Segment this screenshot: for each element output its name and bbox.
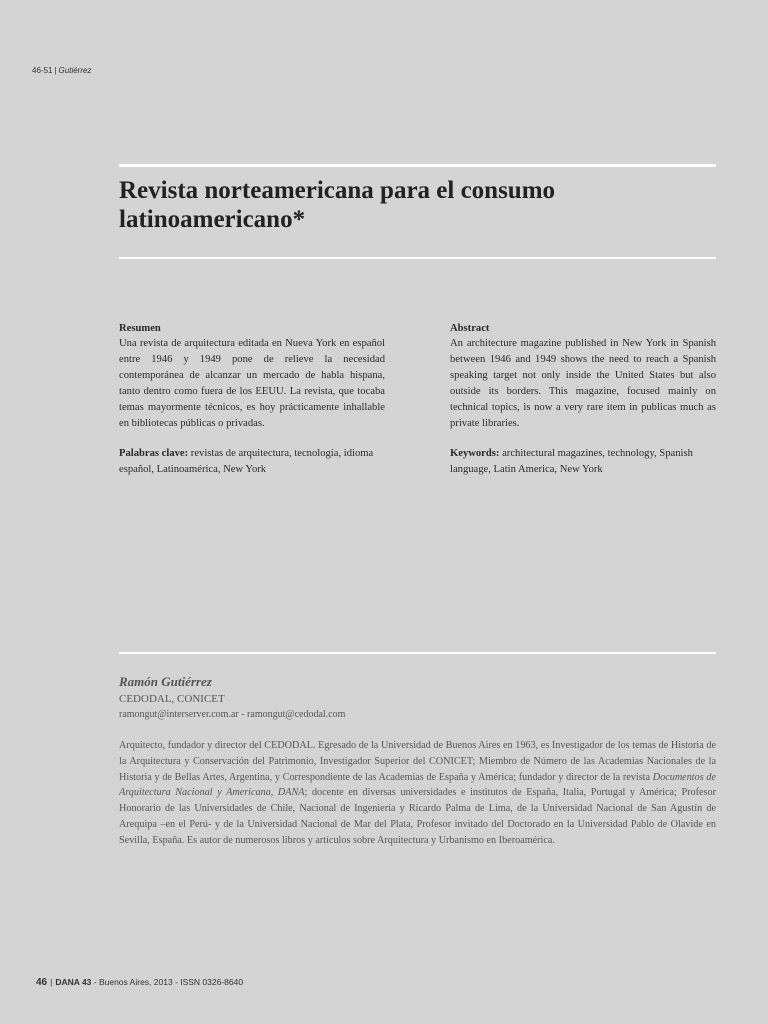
- palabras-clave-text: revistas de arquitectura, tecnología, idioma español, Latinoamérica, New York: [119, 448, 374, 475]
- abstract-column: [450, 322, 716, 478]
- keywords-label: Keywords:: [450, 448, 500, 459]
- author-name: Ramón Gutiérrez: [119, 674, 212, 689]
- journal-details: - Buenos Aires, 2013 - ISSN 0326-8640: [91, 977, 244, 987]
- title-rule-top: [119, 164, 716, 167]
- page-range: 46-51: [32, 66, 53, 75]
- title-rule-bottom: [119, 257, 716, 259]
- author-bio: [119, 738, 716, 849]
- resumen-text: Una revista de arquitectura editada en Nueva York en español entre 1946 y 1949 pone de relieve la necesidad contemporánea de alcanzar un mercado de habla hispana, tanto dentro como fuera de los EEUU. La revista, que tocaba temas mayormente técnicos, es hoy prácticamente inhallable en bibliotecas públicas o privadas.: [119, 338, 385, 429]
- abstract-heading: Abstract: [450, 323, 490, 334]
- bio-journal-title: Documentos de Arquitectura Nacional y Americana, DANA: [119, 771, 717, 799]
- palabras-clave-label: Palabras clave:: [119, 448, 189, 459]
- journal-name: DANA 43: [55, 977, 92, 987]
- running-head-author: Gutiérrez: [58, 66, 92, 75]
- abstract-text: An architecture magazine published in New York in Spanish between 1946 and 1949 shows the need to reach a Spanish speaking target not only inside the United States but also outside its borders. This magazine, focused mainly on technical topics, is now a very rare item in publicas much as private libraries.: [450, 338, 716, 429]
- resumen-heading: Resumen: [119, 323, 161, 334]
- running-head: [32, 66, 91, 75]
- author-emails: ramongut@interserver.com.ar - ramongut@cedodal.com: [119, 709, 346, 720]
- palabras-clave: [119, 446, 385, 478]
- page-footer: [36, 977, 243, 988]
- author-block: [119, 673, 716, 723]
- resumen-column: [119, 322, 385, 478]
- keywords: [450, 446, 716, 478]
- bio-text-start: Arquitecto, fundador y director del CEDODAL. Egresado de la Universidad de Buenos Aires en 1963, es Investigador de los temas de Historia de la Arquitectura y Conservación del Patrimonio, Investigador Superior del CONICET; Miembro de Número de las Academias Nacionales de la Historia y de Bellas Artes, Argentina, y Correspondiente de las Academias de España y América; fundador y director de la revista: [119, 740, 716, 783]
- article-title: Revista norteamericana para el consumo latinoamericano*: [119, 177, 556, 233]
- bio-text-end: ; docente en diversas universidades e institutos de España, Italia, Portugal y América; Profesor Honorario de las Universidades de Chile, Nacional de Ingeniería y Ricardo Palma de Lima, de la Universidad Nacional de San Agustín de Arequipa –en el Perú- y de la Universidad Nacional de Mar del Plata, Profesor invitado del Doctorado en la Universidad Pablo de Olavide en Sevilla, España. Es autor de numerosos libros y artículos sobre Arquitectura y Urbanismo en Iberoamérica.: [119, 787, 717, 846]
- author-affiliation: CEDODAL, CONICET: [119, 693, 225, 705]
- author-rule: [119, 652, 716, 654]
- running-head-separator: |: [54, 66, 57, 75]
- keywords-text: architectural magazines, technology, Spanish language, Latin America, New York: [450, 448, 693, 475]
- footer-separator: |: [50, 977, 53, 987]
- page-number: 46: [36, 977, 48, 988]
